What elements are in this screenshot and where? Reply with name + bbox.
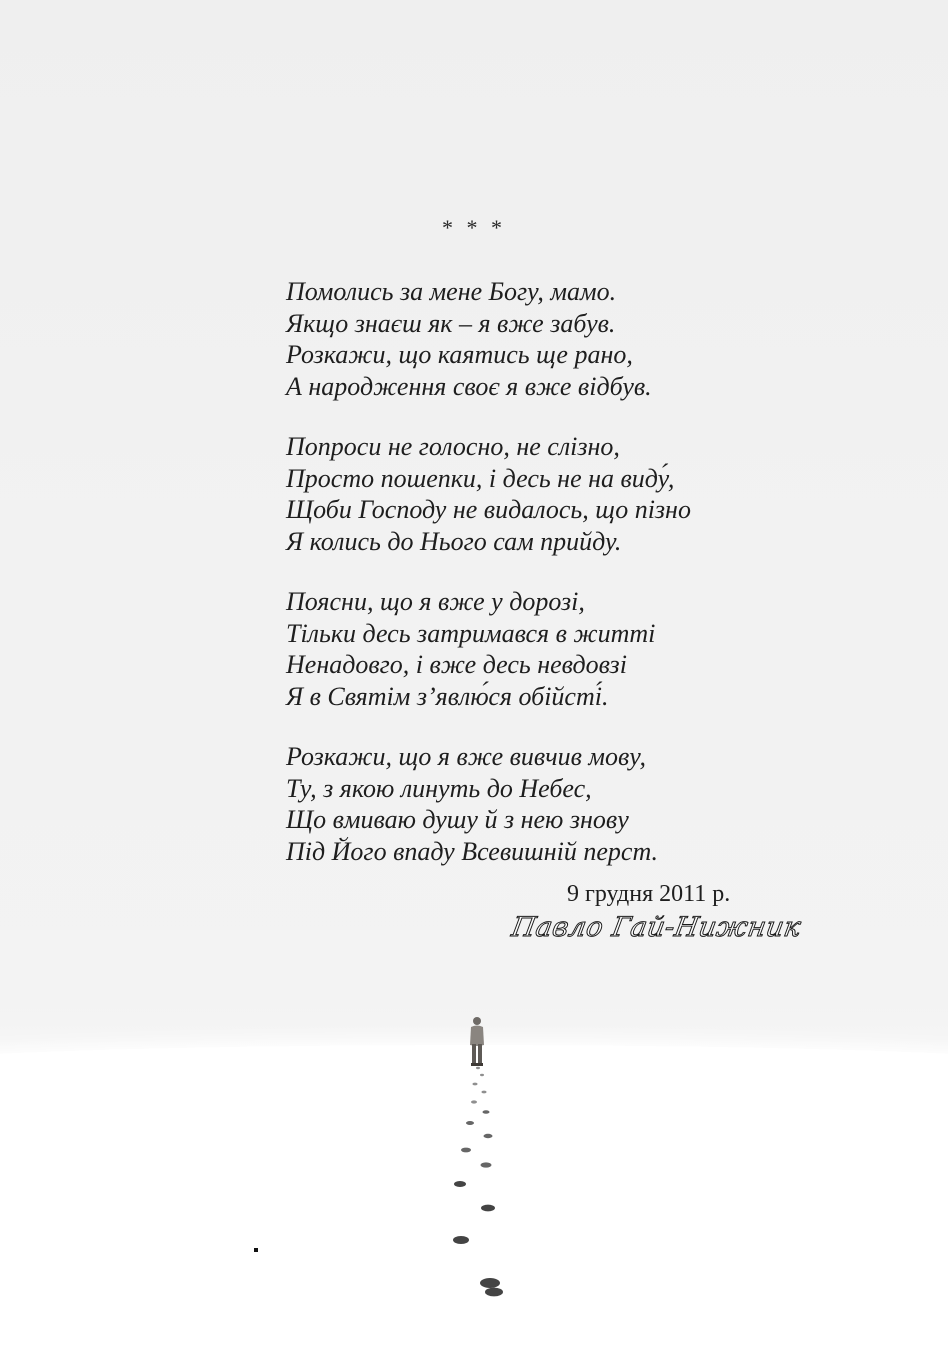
author-signature: Павло Гай-Нижник — [509, 912, 804, 943]
poem-line: Розкажи, що я вже вивчив мову, — [286, 742, 647, 771]
poem-line: Я колись до Нього сам прийду. — [286, 526, 622, 556]
stanza-separator: * * * — [442, 215, 506, 240]
poem-date: 9 грудня 2011 р. — [567, 881, 731, 907]
poem-line: Тільки десь затримався в житті — [286, 618, 656, 648]
poem-line: Якщо знаєш як – я вже забув. — [286, 308, 616, 338]
stanza-4 — [286, 741, 886, 867]
stanza-3 — [286, 586, 886, 712]
poem-body — [286, 276, 886, 896]
poem-line: Помолись за мене Богу, мамо. — [286, 277, 617, 306]
poem-line: Ту, з якою линуть до Небес, — [286, 773, 592, 803]
stanza-1 — [286, 276, 886, 402]
poem-line: Попроси не голосно, не слізно, — [286, 432, 620, 461]
stray-mark — [254, 1248, 258, 1252]
poem-line: Розкажи, що каятись ще рано, — [286, 340, 633, 369]
poem-line: Я в Святім з’явлю́ся обійсті́. — [286, 681, 609, 711]
poem-line: Поясни, що я вже у дорозі, — [286, 587, 585, 616]
poem-line: Що вмиваю душу й з нею знову — [286, 805, 629, 834]
poem-line: А народження своє я вже відбув. — [286, 371, 652, 401]
footprints-icon — [430, 1060, 540, 1320]
stanza-2 — [286, 431, 886, 557]
poem-line: Під Його впаду Всевишній перст. — [286, 836, 659, 866]
poem-line: Просто пошепки, і десь не на виду́, — [286, 463, 675, 493]
poem-line: Ненадовго, і вже десь невдовзі — [286, 650, 627, 679]
poem-line: Щоби Господу не видалось, що пізно — [286, 495, 691, 524]
